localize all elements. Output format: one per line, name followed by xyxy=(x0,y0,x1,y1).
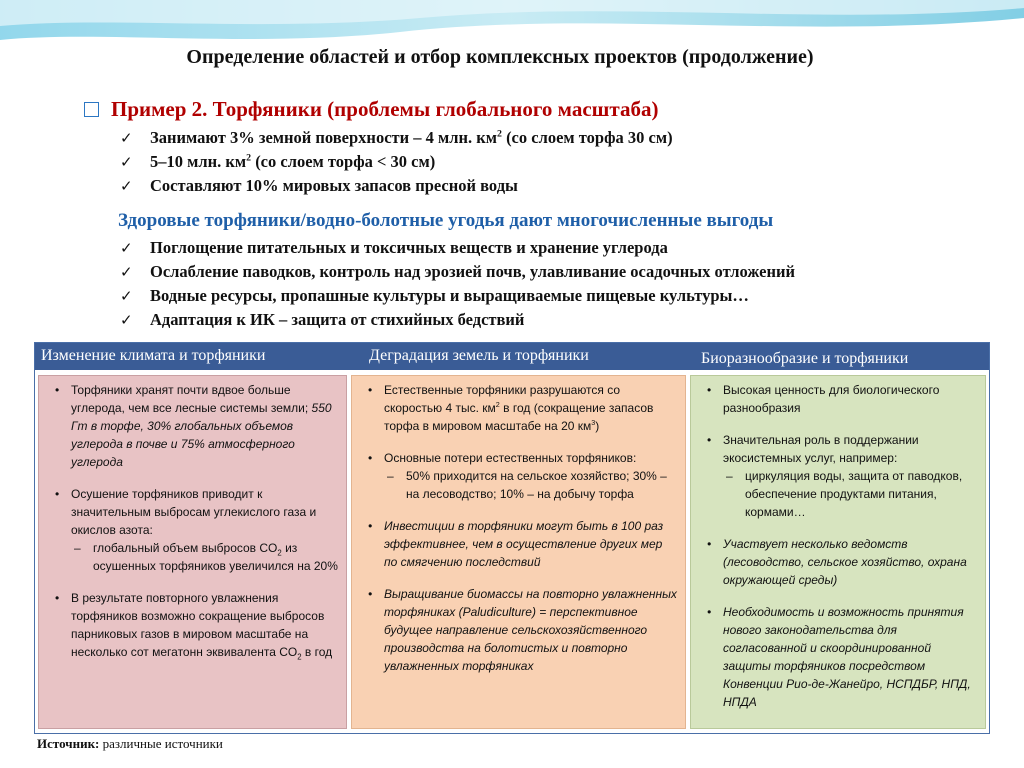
benefit-item: ✓ Водные ресурсы, пропашные культуры и выращиваемые пищевые культуры… xyxy=(120,284,795,308)
list-item: • Выращивание биомассы на повторно увлажненных торфяниках (Paludiculture) = перспективное будущее направление сельскохозяйственного производства на болотистых и повторно увлажненных торфяниках xyxy=(366,585,677,675)
checkmark-icon: ✓ xyxy=(120,239,133,257)
topics-table xyxy=(34,342,990,734)
benefit-item: ✓ Адаптация к ИК – защита от стихийных бедствий xyxy=(120,308,795,332)
fact-item: ✓ Составляют 10% мировых запасов пресной воды xyxy=(120,174,673,198)
checkmark-icon: ✓ xyxy=(120,287,133,305)
example-heading xyxy=(84,97,658,122)
benefits-heading: Здоровые торфяники/водно-болотные угодья дают многочисленные выгоды xyxy=(118,210,774,231)
checkmark-icon: ✓ xyxy=(120,129,133,147)
sub-list-item: – глобальный объем выбросов $CO_2$ из осушенных торфяников увеличился на 20% xyxy=(71,539,338,575)
slide-title: Определение областей и отбор комплексных проектов (продолжение) xyxy=(186,46,814,68)
header-climate: Изменение климата и торфяники xyxy=(35,343,353,370)
list-item: • Естественные торфяники разрушаются со скоростью 4 тыс. $км^2$ в год (сокращение запасов торфа в мировом масштабе на 20 $км^3$) xyxy=(366,381,677,435)
example-heading-text: Пример 2. Торфяники (проблемы глобального масштаба) xyxy=(111,97,659,121)
checkmark-icon: ✓ xyxy=(120,311,133,329)
list-item: • Высокая ценность для биологического разнообразия xyxy=(705,381,977,417)
column-degradation xyxy=(351,375,686,729)
source-note: Источник: различные источники xyxy=(37,736,223,751)
header-biodiversity: Биоразнообразие и торфяники xyxy=(689,343,989,370)
list-item: • Необходимость и возможность принятия нового законодательства для согласованной и скоординированной защиты торфяников посредством Конвенции Рио-де-Жанейро, НСПДБР, НПД, НПДА xyxy=(705,603,977,711)
list-item: • В результате повторного увлажнения торфяников возможно сокращение выбросов парниковых газов в мировом масштабе на несколько сот мегатонн эквивалента $CO_2$ в год xyxy=(53,589,338,661)
sub-list-item: – 50% приходится на сельское хозяйство; 30% – на лесоводство; 10% – на добычу торфа xyxy=(384,467,677,503)
benefits-list xyxy=(120,236,795,332)
header-degradation: Деградация земель и торфяники xyxy=(353,343,689,370)
checkmark-icon: ✓ xyxy=(120,153,133,171)
list-item: • Торфяники хранят почти вдвое больше углерода, чем все лесные системы земли; 550 Гт в торфе, 30% глобальных объемов углерода в почве и 75% атмосферного углерода xyxy=(53,381,338,471)
facts-list xyxy=(120,126,673,198)
list-item: • Инвестиции в торфяники могут быть в 100 раз эффективнее, чем в осуществление других мер по смягчению последствий xyxy=(366,517,677,571)
sub-list-item: – циркуляция воды, защита от паводков, обеспечение продуктами питания, кормами… xyxy=(723,467,977,521)
column-biodiversity xyxy=(690,375,986,729)
checkmark-icon: ✓ xyxy=(120,263,133,281)
benefit-item: ✓ Ослабление паводков, контроль над эрозией почв, улавливание осадочных отложений xyxy=(120,260,795,284)
fact-item: ✓ Занимают 3% земной поверхности – 4 млн. $км^2$ (со слоем торфа 30 см) xyxy=(120,126,673,150)
list-item: • Участвует несколько ведомств (лесоводство, сельское хозяйство, охрана окружающей среды) xyxy=(705,535,977,589)
checkbox-bullet-icon xyxy=(84,102,99,117)
checkmark-icon: ✓ xyxy=(120,177,133,195)
fact-item: ✓ 5–10 млн. $км^2$ (со слоем торфа < 30 см) xyxy=(120,150,673,174)
list-item: • Значительная роль в поддержании экосистемных услуг, например: – циркуляция воды, защита от паводков, обеспечение продуктами питания, кормами… xyxy=(705,431,977,521)
list-item: • Осушение торфяников приводит к значительным выбросам углекислого газа и окислов азота: – глобальный объем выбросов $CO_2$ из осушенных торфяников увеличился на 20% xyxy=(53,485,338,575)
benefit-item: ✓ Поглощение питательных и токсичных веществ и хранение углерода xyxy=(120,236,795,260)
list-item: • Основные потери естественных торфяников: – 50% приходится на сельское хозяйство; 30% – на лесоводство; 10% – на добычу торфа xyxy=(366,449,677,503)
column-climate xyxy=(38,375,347,729)
